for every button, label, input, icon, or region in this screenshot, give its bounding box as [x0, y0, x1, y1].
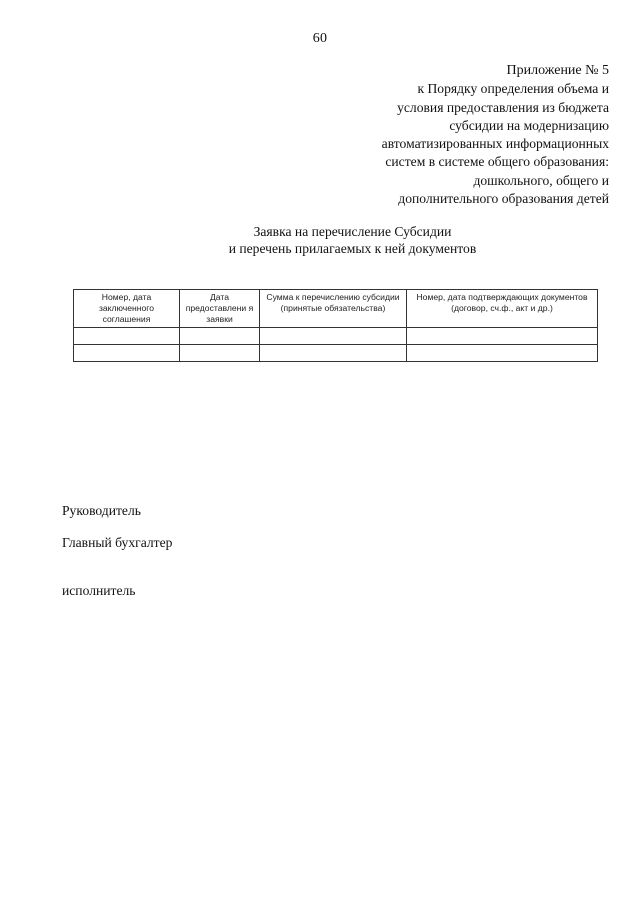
signature-head-label: Руководитель: [62, 503, 141, 518]
header-supporting-documents: Номер, дата подтверждающих документов (договор, сч.ф., акт и др.): [407, 290, 598, 328]
appendix-line: систем в системе общего образования:: [385, 154, 609, 170]
appendix-line: субсидии на модернизацию: [449, 117, 609, 133]
header-transfer-amount: Сумма к перечислению субсидии (принятые обязательства): [260, 290, 407, 328]
appendix-line: к Порядку определения объема и: [417, 81, 609, 97]
table-cell[interactable]: [74, 328, 180, 345]
signature-executor-label: исполнитель: [62, 583, 136, 598]
table-cell[interactable]: [180, 345, 260, 362]
appendix-reference: [279, 62, 609, 208]
form-title: [0, 223, 640, 257]
table-cell[interactable]: [407, 328, 598, 345]
appendix-title: Приложение № 5: [506, 63, 609, 78]
signature-chief-accountant-label: Главный бухгалтер: [62, 535, 173, 550]
table-cell[interactable]: [180, 328, 260, 345]
appendix-line: автоматизированных информационных: [381, 136, 609, 152]
appendix-line: условия предоставления из бюджета: [397, 99, 609, 115]
form-title-line-1: Заявка на перечисление Субсидии: [253, 224, 452, 239]
table-header-row: [74, 290, 598, 328]
header-agreement-number-date: Номер, дата заключенного соглашения: [74, 290, 180, 328]
table-row: [74, 345, 598, 362]
table-row: [74, 328, 598, 345]
appendix-line: дополнительного образования детей: [398, 191, 609, 207]
table-cell[interactable]: [260, 345, 407, 362]
table-cell[interactable]: [407, 345, 598, 362]
documents-table: [73, 289, 598, 362]
table-cell[interactable]: [260, 328, 407, 345]
table-cell[interactable]: [74, 345, 180, 362]
form-title-line-2: и перечень прилагаемых к ней документов: [228, 241, 477, 256]
header-application-date: Дата предоставлени я заявки: [180, 290, 260, 328]
page-number: 60: [312, 31, 328, 46]
appendix-line: дошкольного, общего и: [473, 172, 609, 188]
